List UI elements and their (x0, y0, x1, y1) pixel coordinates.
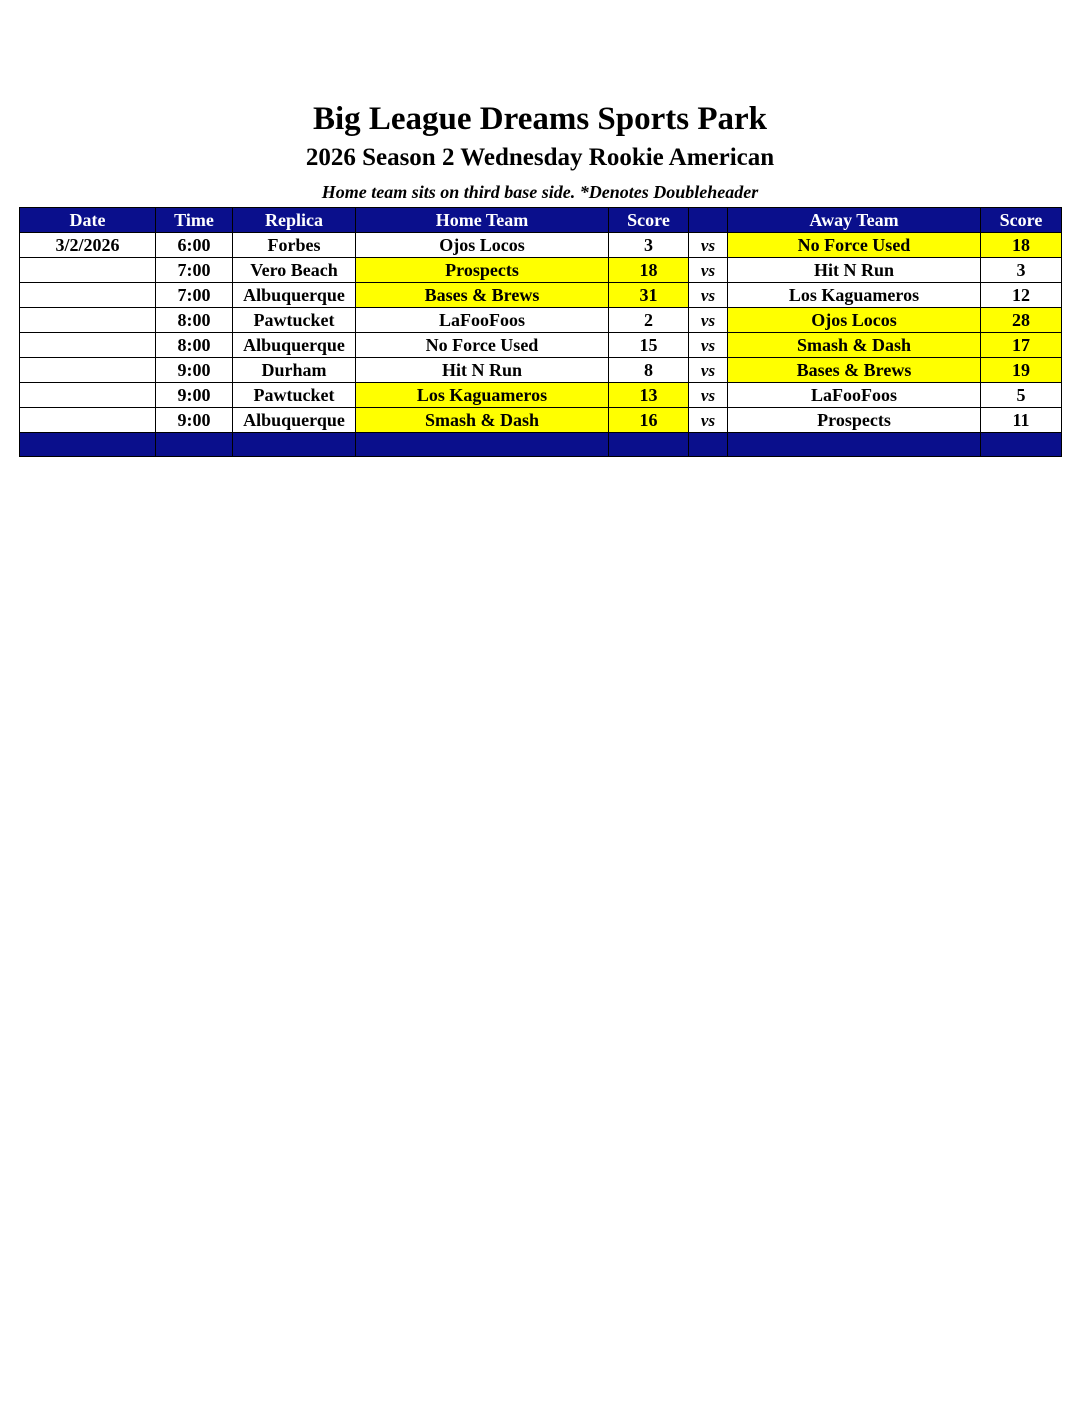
home-score-cell: 18 (609, 258, 689, 283)
date-cell (20, 333, 156, 358)
replica-cell: Albuquerque (233, 408, 356, 433)
away-score-cell: 11 (981, 408, 1062, 433)
replica-cell: Pawtucket (233, 308, 356, 333)
footer-cell (356, 433, 609, 457)
replica-cell: Durham (233, 358, 356, 383)
away-score-cell: 18 (981, 233, 1062, 258)
footer-cell (156, 433, 233, 457)
schedule-body (20, 233, 1062, 433)
column-header-home-team: Home Team (356, 208, 609, 233)
table-row (20, 383, 1062, 408)
time-cell: 7:00 (156, 283, 233, 308)
time-cell: 7:00 (156, 258, 233, 283)
page-subtitle: 2026 Season 2 Wednesday Rookie American (305, 144, 775, 171)
replica-cell: Pawtucket (233, 383, 356, 408)
time-cell: 8:00 (156, 333, 233, 358)
time-cell: 9:00 (156, 358, 233, 383)
away-team-cell: LaFooFoos (728, 383, 981, 408)
table-footer-row (20, 433, 1062, 457)
home-team-cell: Ojos Locos (356, 233, 609, 258)
table-row (20, 233, 1062, 258)
date-cell (20, 383, 156, 408)
time-cell: 9:00 (156, 408, 233, 433)
home-score-cell: 16 (609, 408, 689, 433)
vs-cell: vs (689, 408, 728, 433)
footer-cell (20, 433, 156, 457)
vs-cell: vs (689, 308, 728, 333)
vs-cell: vs (689, 258, 728, 283)
column-header-time: Time (156, 208, 233, 233)
footer-cell (981, 433, 1062, 457)
time-cell: 6:00 (156, 233, 233, 258)
time-cell: 9:00 (156, 383, 233, 408)
home-score-cell: 13 (609, 383, 689, 408)
replica-cell: Vero Beach (233, 258, 356, 283)
table-row (20, 283, 1062, 308)
time-cell: 8:00 (156, 308, 233, 333)
away-team-cell: Prospects (728, 408, 981, 433)
home-score-cell: 8 (609, 358, 689, 383)
away-score-cell: 12 (981, 283, 1062, 308)
table-row (20, 408, 1062, 433)
schedule-note: Home team sits on third base side. *Denotes Doubleheader (321, 182, 759, 202)
away-score-cell: 5 (981, 383, 1062, 408)
away-score-cell: 3 (981, 258, 1062, 283)
replica-cell: Forbes (233, 233, 356, 258)
home-team-cell: Bases & Brews (356, 283, 609, 308)
schedule-table (19, 207, 1062, 457)
home-team-cell: LaFooFoos (356, 308, 609, 333)
home-team-cell: Hit N Run (356, 358, 609, 383)
footer-cell (728, 433, 981, 457)
away-team-cell: Los Kaguameros (728, 283, 981, 308)
replica-cell: Albuquerque (233, 333, 356, 358)
table-row (20, 308, 1062, 333)
vs-cell: vs (689, 383, 728, 408)
replica-cell: Albuquerque (233, 283, 356, 308)
date-cell (20, 283, 156, 308)
vs-cell: vs (689, 333, 728, 358)
vs-cell: vs (689, 283, 728, 308)
home-score-cell: 31 (609, 283, 689, 308)
footer-cell (609, 433, 689, 457)
table-row (20, 258, 1062, 283)
column-header-vs (689, 208, 728, 233)
home-score-cell: 2 (609, 308, 689, 333)
date-cell (20, 408, 156, 433)
column-header-away-score: Score (981, 208, 1062, 233)
home-score-cell: 15 (609, 333, 689, 358)
footer-cell (233, 433, 356, 457)
date-cell (20, 358, 156, 383)
vs-cell: vs (689, 233, 728, 258)
column-header-replica: Replica (233, 208, 356, 233)
home-team-cell: Prospects (356, 258, 609, 283)
date-cell: 3/2/2026 (20, 233, 156, 258)
away-team-cell: Smash & Dash (728, 333, 981, 358)
column-header-away-team: Away Team (728, 208, 981, 233)
away-team-cell: Hit N Run (728, 258, 981, 283)
home-team-cell: No Force Used (356, 333, 609, 358)
column-header-date: Date (20, 208, 156, 233)
away-team-cell: Bases & Brews (728, 358, 981, 383)
footer-cell (689, 433, 728, 457)
date-cell (20, 258, 156, 283)
table-row (20, 333, 1062, 358)
away-score-cell: 28 (981, 308, 1062, 333)
vs-cell: vs (689, 358, 728, 383)
page-title: Big League Dreams Sports Park (312, 101, 768, 137)
table-header-row (20, 208, 1062, 233)
column-header-home-score: Score (609, 208, 689, 233)
away-score-cell: 19 (981, 358, 1062, 383)
home-team-cell: Smash & Dash (356, 408, 609, 433)
away-team-cell: Ojos Locos (728, 308, 981, 333)
date-cell (20, 308, 156, 333)
home-team-cell: Los Kaguameros (356, 383, 609, 408)
home-score-cell: 3 (609, 233, 689, 258)
table-row (20, 358, 1062, 383)
away-team-cell: No Force Used (728, 233, 981, 258)
away-score-cell: 17 (981, 333, 1062, 358)
